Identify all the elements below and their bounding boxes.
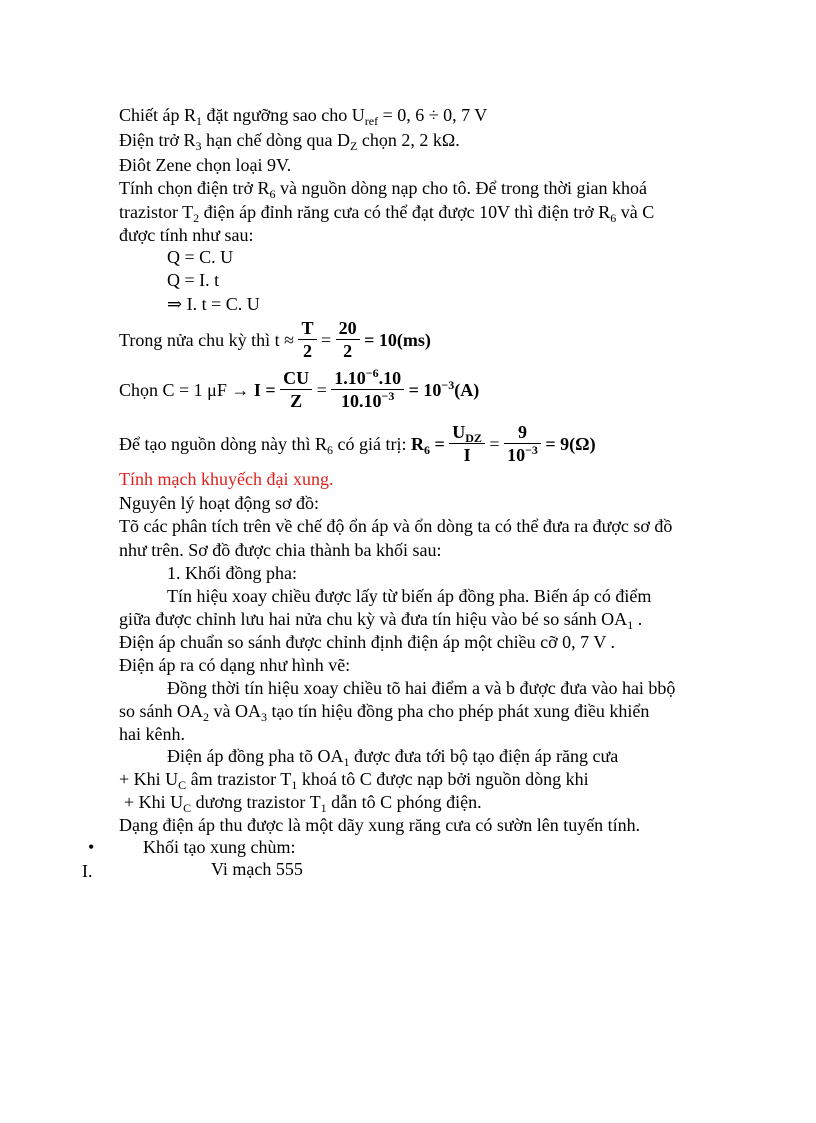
text-line: Điện áp đồng pha tõ $OA_1$ được đưa tới bộ tạo điện áp răng cưa <box>167 746 619 769</box>
text-line: Nguyên lý hoạt động sơ đồ: <box>119 493 320 513</box>
text-line: như trên. Sơ đồ được chia thành ba khối sau: <box>119 540 442 560</box>
formula-half-period: Trong nửa chu kỳ thì t ≈ $\frac{T}{2}$ = $\frac{20}{2}$ = 10(ms) <box>119 318 431 362</box>
text-line: so sánh $OA_2$ và $OA_3$ tạo tín hiệu đồng pha cho phép phát xung điều khiển <box>119 701 650 724</box>
formula-resistor: Để tạo nguồn dòng này thì $R_6$ có giá trị: $R_6$ = $\frac{U_{DZ}}{I}$ = $\frac{9}{10^{-3}}$ = 9(Ω) <box>119 422 596 466</box>
fraction: $\frac{9}{10^{-3}}$ <box>504 421 541 466</box>
text-line: giữa được chỉnh lưu hai nửa chu kỳ và đưa tín hiệu vào bé so sánh $OA_1$ . <box>119 609 643 632</box>
text-line: hai kênh. <box>119 724 185 744</box>
bullet-icon: • <box>88 837 95 857</box>
formula-current: Chọn C = 1 μF → I = $\frac{CU}{Z}$ = $\frac{1.10^{-6}.10}{10.10^{-3}}$ = $10^{-3}(A)$ <box>119 366 480 412</box>
list-number: I. <box>82 861 93 881</box>
text-line: Dạng điện áp thu được là một dãy xung răng cưa có sườn lên tuyến tính. <box>119 815 641 835</box>
fraction: $\frac{20}{2}$ <box>336 317 360 362</box>
text-line: trazistor $T_2$ điện áp đỉnh răng cưa có thể đạt được 10V thì điện trở $R_6$ và C <box>119 202 655 225</box>
text-line: + Khi $U_C$ dương trazistor $T_1$ dẫn tô C phóng điện. <box>124 792 482 815</box>
text-line: được tính như sau: <box>119 225 254 245</box>
fraction: $\frac{T}{2}$ <box>298 317 316 362</box>
text-line: Điện trở $R_3$ hạn chế dòng qua $D_Z$ chọn 2, 2 kΩ. <box>119 130 460 153</box>
equation-line: Q = C. U <box>167 247 234 267</box>
fraction: $\frac{U_{DZ}}{I}$ <box>449 421 485 466</box>
fraction: $\frac{CU}{Z}$ <box>280 367 312 412</box>
list-item: Vi mạch 555 <box>211 859 303 879</box>
fraction: $\frac{1.10^{-6}.10}{10.10^{-3}}$ <box>331 367 404 412</box>
subsection-heading: 1. Khối đồng pha: <box>167 563 297 583</box>
text-line: Chiết áp $R_1$ đặt ngưỡng sao cho $U_{ref} = 0$, 6 ÷ 0, 7 V <box>119 105 488 128</box>
text-line: Điôt Zene chọn loại 9V. <box>119 155 292 175</box>
text-line: Tín hiệu xoay chiều được lấy từ biến áp đồng pha. Biến áp có điểm <box>167 586 652 606</box>
text-line: Đồng thời tín hiệu xoay chiều tõ hai điểm a và b được đưa vào hai bbộ <box>167 678 676 698</box>
text-line: Tính chọn điện trở $R_6$ và nguồn dòng nạp cho tô. Để trong thời gian khoá <box>119 178 647 201</box>
text-line: Điện áp ra có dạng như hình vẽ: <box>119 655 351 675</box>
list-item: Khối tạo xung chùm: <box>143 837 296 857</box>
equation-line: Q = I. t <box>167 270 220 290</box>
equation-line: ⇒ I. t = C. U <box>167 294 260 314</box>
section-heading: Tính mạch khuyếch đại xung. <box>119 469 334 489</box>
text-line: Điện áp chuẩn so sánh được chỉnh định điện áp một chiều cỡ 0, 7 V . <box>119 632 616 652</box>
text-line: + Khi $U_C$ âm trazistor $T_1$ khoá tô C được nạp bởi nguồn dòng khi <box>119 769 589 792</box>
text-line: Tõ các phân tích trên về chế độ ổn áp và ổn dòng ta có thể đưa ra được sơ đồ <box>119 516 673 536</box>
